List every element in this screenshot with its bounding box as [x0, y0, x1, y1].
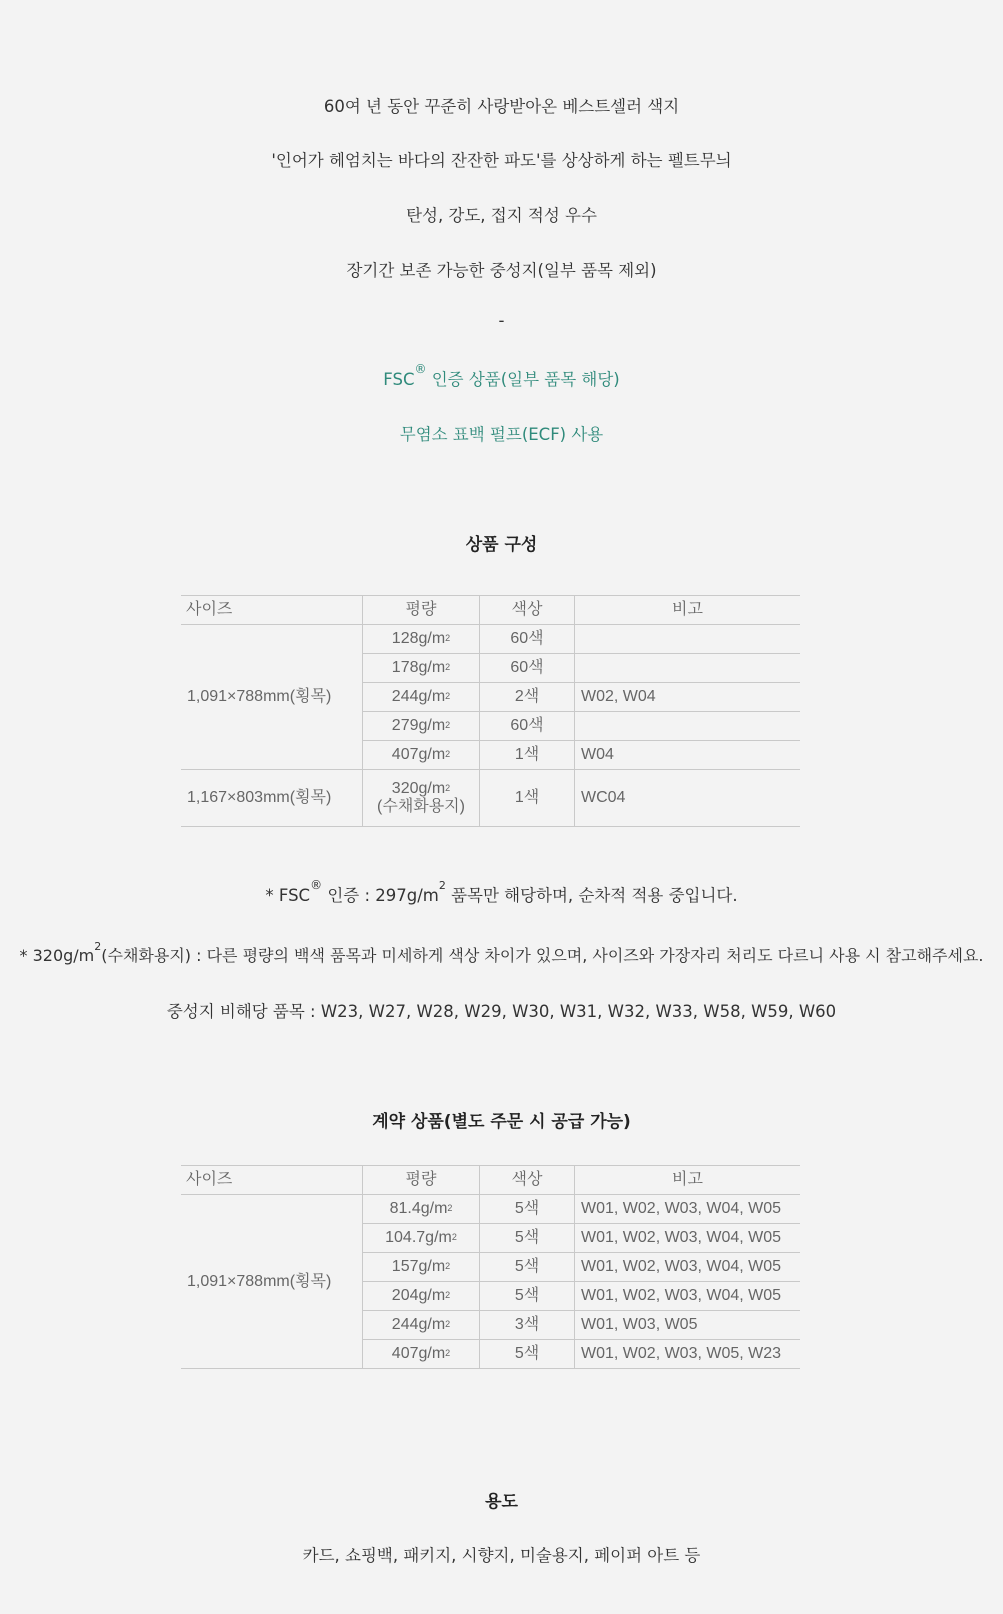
color-cell: 1색	[480, 741, 575, 770]
size-cell: 1,091×788mm(횡목)	[181, 625, 363, 770]
note-cell: W01, W02, W03, W04, W05	[575, 1195, 801, 1224]
note-cell: W02, W04	[575, 683, 801, 712]
fsc-certification-line	[0, 362, 1003, 390]
note-cell: W01, W02, W03, W04, W05	[575, 1282, 801, 1311]
weight-cell: $244g/m^2$	[363, 683, 480, 712]
color-cell: 3색	[480, 1311, 575, 1340]
note-cell: W01, W02, W03, W05, W23	[575, 1340, 801, 1369]
intro-line-2: '인어가 헤엄치는 바다의 잔잔한 파도'를 상상하게 하는 펠트무늬	[271, 151, 732, 170]
product-composition-title: 상품 구성	[465, 535, 538, 555]
weight-cell: $279g/m^2$	[363, 712, 480, 741]
table-header-row	[181, 1166, 800, 1195]
note-cell: W04	[575, 741, 801, 770]
color-cell: 5색	[480, 1253, 575, 1282]
color-cell: 5색	[480, 1340, 575, 1369]
intro-line-1: 60여 년 동안 꾸준히 사랑받아온 베스트셀러 색지	[323, 97, 680, 116]
color-cell: 60색	[480, 654, 575, 683]
fsc-label: FSC	[383, 370, 415, 389]
color-cell: 5색	[480, 1282, 575, 1311]
note-cell: WC04	[575, 770, 801, 827]
header-color: 색상	[480, 1166, 575, 1195]
weight-cell: $407g/m^2$	[363, 741, 480, 770]
header-note: 비고	[575, 1166, 801, 1195]
table-row	[181, 1195, 800, 1224]
table-header-row	[181, 596, 800, 625]
size-cell: 1,091×788mm(횡목)	[181, 1195, 363, 1369]
header-color: 색상	[480, 596, 575, 625]
size-cell: 1,167×803mm(횡목)	[181, 770, 363, 827]
ecf-line: 무염소 표백 펄프(ECF) 사용	[399, 425, 604, 444]
fsc-note: * FSC® 인증 : $297g/m^2$ 품목만 해당하며, 순차적 적용 중입니다.	[265, 878, 738, 905]
table-row	[181, 770, 800, 827]
watercolor-note: * $320g/m^2$(수채화용지) : 다른 평량의 백색 품목과 미세하게 색상 차이가 있으며, 사이즈와 가장자리 처리도 다르니 사용 시 참고해주세요.	[19, 940, 984, 965]
color-cell: 60색	[480, 712, 575, 741]
usage-title: 용도	[485, 1492, 518, 1512]
intro-divider: -	[498, 311, 505, 330]
header-note: 비고	[575, 596, 801, 625]
weight-cell: $128g/m^2$	[363, 625, 480, 654]
table-row	[181, 625, 800, 654]
weight-cell: $178g/m^2$	[363, 654, 480, 683]
color-cell: 5색	[480, 1224, 575, 1253]
note-cell: W01, W02, W03, W04, W05	[575, 1253, 801, 1282]
weight-cell: $244g/m^2$	[363, 1311, 480, 1340]
registered-mark: ®	[310, 878, 323, 892]
registered-mark: ®	[414, 362, 427, 376]
intro-line-4: 장기간 보존 가능한 중성지(일부 품목 제외)	[346, 261, 657, 280]
weight-subnote: (수채화용지)	[377, 798, 465, 815]
weight-cell: $81.4g/m^2$	[363, 1195, 480, 1224]
contract-products-table	[181, 1165, 800, 1369]
color-cell: 60색	[480, 625, 575, 654]
header-size: 사이즈	[181, 596, 363, 625]
note-cell: W01, W02, W03, W04, W05	[575, 1224, 801, 1253]
weight-cell: $320g/m^2$ (수채화용지)	[363, 770, 480, 827]
note-cell: W01, W03, W05	[575, 1311, 801, 1340]
product-composition-table	[181, 595, 800, 827]
neutral-paper-exclusion-note: 중성지 비해당 품목 : W23, W27, W28, W29, W30, W31, W32, W33, W58, W59, W60	[166, 1002, 837, 1021]
note-cell	[575, 654, 801, 683]
color-cell: 2색	[480, 683, 575, 712]
weight-cell: $157g/m^2$	[363, 1253, 480, 1282]
color-cell: 5색	[480, 1195, 575, 1224]
weight-cell: $104.7g/m^2$	[363, 1224, 480, 1253]
usage-text: 카드, 쇼핑백, 패키지, 시향지, 미술용지, 페이퍼 아트 등	[302, 1546, 701, 1565]
weight-cell: $204g/m^2$	[363, 1282, 480, 1311]
note-cell	[575, 712, 801, 741]
weight-cell: $407g/m^2$	[363, 1340, 480, 1369]
header-weight: 평량	[363, 596, 480, 625]
contract-products-title: 계약 상품(별도 주문 시 공급 가능)	[372, 1112, 631, 1132]
header-size: 사이즈	[181, 1166, 363, 1195]
fsc-text: 인증 상품(일부 품목 해당)	[426, 370, 620, 389]
intro-line-3: 탄성, 강도, 접지 적성 우수	[406, 206, 597, 225]
note-cell	[575, 625, 801, 654]
header-weight: 평량	[363, 1166, 480, 1195]
color-cell: 1색	[480, 770, 575, 827]
